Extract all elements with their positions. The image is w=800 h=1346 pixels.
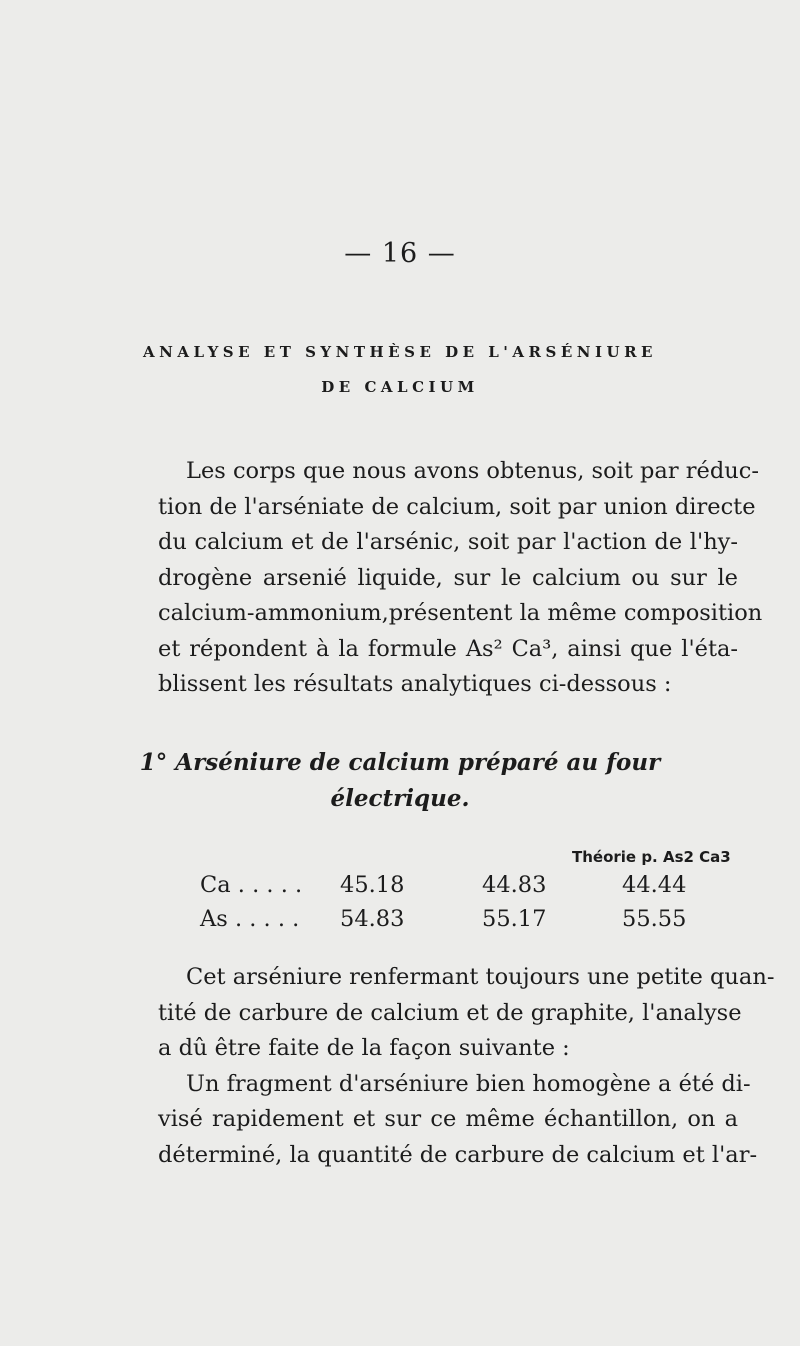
row-label: Ca . . . . . (200, 872, 303, 898)
text-line: déterminé, la quantité de carbure de calcium et l'ar- (158, 1141, 758, 1168)
text-line: tité de carbure de calcium et de graphite, l'analyse (158, 999, 742, 1026)
cell-value: 55.17 (482, 906, 547, 932)
text-line: drogène arsenié liquide, sur le calcium ou sur le (158, 564, 738, 591)
section-heading-line-2: DE CALCIUM (321, 378, 479, 396)
paragraph-analysis (158, 960, 775, 1173)
table-row (0, 906, 800, 938)
text-line: visé rapidement et sur ce même échantillon, on a (158, 1106, 738, 1132)
text-line: du calcium et de l'arsénic, soit par l'action de l'hy- (158, 529, 738, 555)
subsection-heading-line-1: 1° Arséniure de calcium préparé au four (139, 749, 661, 776)
text-line: a dû être faite de la façon suivante : (158, 1035, 570, 1061)
page-number: — 16 — (344, 238, 456, 269)
table-column-header-theory: Théorie p. As2 Ca3 (572, 848, 731, 866)
row-label: As . . . . . (200, 906, 300, 932)
text-line: calcium-ammonium,présentent la même composition (158, 600, 763, 626)
text-line: Les corps que nous avons obtenus, soit par réduc- (186, 458, 759, 484)
text-line: Cet arséniure renfermant toujours une petite quan- (186, 964, 775, 990)
subsection-heading-line-2: électrique. (330, 785, 470, 812)
section-heading-line-1: ANALYSE ET SYNTHÈSE DE L'ARSÉNIURE (143, 343, 657, 361)
table-row (0, 872, 800, 904)
cell-value: 45.18 (340, 872, 405, 898)
cell-value: 44.44 (622, 872, 687, 898)
cell-value: 54.83 (340, 906, 405, 932)
text-line: et répondent à la formule As² Ca³, ainsi que l'éta- (158, 635, 738, 662)
paragraph-intro (158, 454, 763, 703)
text-line: Un fragment d'arséniure bien homogène a été di- (186, 1070, 751, 1097)
text-line: tion de l'arséniate de calcium, soit par union directe (158, 493, 756, 520)
text-line: blissent les résultats analytiques ci-dessous : (158, 671, 672, 697)
cell-value: 44.83 (482, 872, 547, 898)
cell-value: 55.55 (622, 906, 687, 932)
